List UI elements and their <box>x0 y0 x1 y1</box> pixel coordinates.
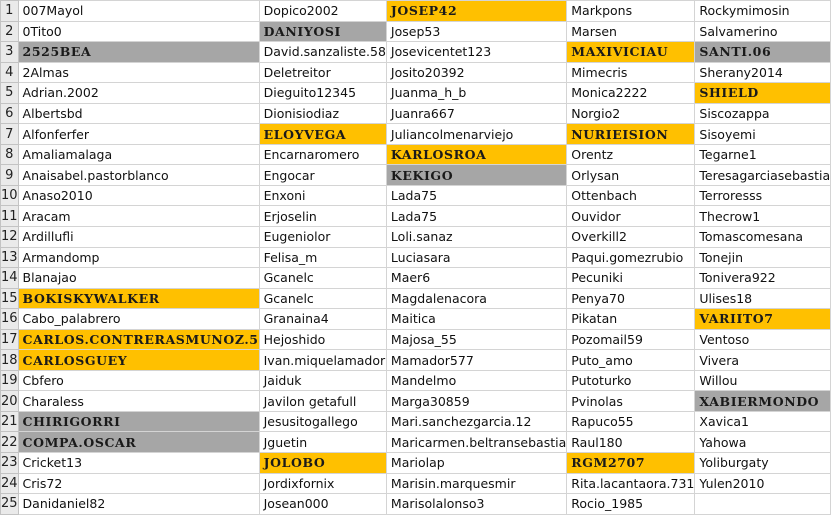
row-header[interactable]: 14 <box>1 268 19 289</box>
cell[interactable]: Javilon getafull <box>259 391 386 412</box>
table-row <box>1 329 831 350</box>
cell[interactable]: Aracam <box>18 206 259 227</box>
cell[interactable]: Pozomail59 <box>567 329 695 350</box>
cell[interactable]: ELOYVEGA <box>259 124 386 145</box>
cell[interactable]: Sherany2014 <box>695 62 831 83</box>
cell[interactable]: Juliancolmenarviejo <box>386 124 566 145</box>
cell[interactable]: RGM2707 <box>567 453 695 474</box>
cell[interactable]: Danidaniel82 <box>18 494 259 515</box>
table-row <box>1 350 831 371</box>
cell[interactable]: Engocar <box>259 165 386 186</box>
row-header[interactable]: 17 <box>1 329 19 350</box>
cell[interactable]: Markpons <box>567 1 695 22</box>
table-row <box>1 473 831 494</box>
cell[interactable]: Sisoyemi <box>695 124 831 145</box>
cell[interactable]: MAXIVICIAU <box>567 42 695 63</box>
cell[interactable]: KEKIGO <box>386 165 566 186</box>
table-row <box>1 83 831 104</box>
table-row <box>1 391 831 412</box>
cell[interactable]: JOLOBO <box>259 453 386 474</box>
row-header[interactable]: 23 <box>1 453 19 474</box>
cell[interactable]: Tegarne1 <box>695 144 831 165</box>
cell[interactable]: Marga30859 <box>386 391 566 412</box>
row-header[interactable]: 2 <box>1 21 19 42</box>
cell[interactable]: 007Mayol <box>18 1 259 22</box>
row-header[interactable]: 22 <box>1 432 19 453</box>
table-row <box>1 432 831 453</box>
table-row <box>1 103 831 124</box>
table-row <box>1 370 831 391</box>
cell[interactable]: Lada75 <box>386 185 566 206</box>
row-header[interactable]: 11 <box>1 206 19 227</box>
table-row <box>1 144 831 165</box>
cell[interactable]: Lada75 <box>386 206 566 227</box>
cell[interactable]: Rapuco55 <box>567 411 695 432</box>
cell[interactable]: Willou <box>695 370 831 391</box>
cell[interactable]: Pecuniki <box>567 268 695 289</box>
cell[interactable]: Tonivera922 <box>695 268 831 289</box>
row-header[interactable]: 10 <box>1 185 19 206</box>
cell[interactable]: XABIERMONDO <box>695 391 831 412</box>
cell[interactable]: Maer6 <box>386 268 566 289</box>
table-row <box>1 124 831 145</box>
cell[interactable]: Terroresss <box>695 185 831 206</box>
cell[interactable]: Armandomp <box>18 247 259 268</box>
cell[interactable]: Ardillufli <box>18 227 259 248</box>
cell[interactable]: Anaisabel.pastorblanco <box>18 165 259 186</box>
cell[interactable]: Majosa_55 <box>386 329 566 350</box>
cell[interactable]: Josito20392 <box>386 62 566 83</box>
row-header[interactable]: 9 <box>1 165 19 186</box>
cell[interactable]: Maricarmen.beltransebastia <box>386 432 566 453</box>
table-row <box>1 309 831 330</box>
cell[interactable]: Gcanelc <box>259 288 386 309</box>
row-header[interactable]: 12 <box>1 227 19 248</box>
cell[interactable]: Pvinolas <box>567 391 695 412</box>
cell[interactable]: Overkill2 <box>567 227 695 248</box>
row-header[interactable]: 15 <box>1 288 19 309</box>
cell[interactable]: Monica2222 <box>567 83 695 104</box>
cell[interactable]: Tomascomesana <box>695 227 831 248</box>
cell[interactable]: Puto_amo <box>567 350 695 371</box>
cell[interactable]: Maitica <box>386 309 566 330</box>
cell[interactable]: Anaso2010 <box>18 185 259 206</box>
cell[interactable]: Jguetin <box>259 432 386 453</box>
cell[interactable]: CARLOSGUEY <box>18 350 259 371</box>
cell[interactable]: Gcanelc <box>259 268 386 289</box>
cell[interactable]: Ventoso <box>695 329 831 350</box>
cell[interactable]: Ivan.miquelamador <box>259 350 386 371</box>
table-row <box>1 165 831 186</box>
cell[interactable]: Norgio2 <box>567 103 695 124</box>
cell[interactable]: Dopico2002 <box>259 1 386 22</box>
cell[interactable]: CARLOS.CONTRERASMUNOZ.5 <box>18 329 259 350</box>
cell[interactable]: 0Tito0 <box>18 21 259 42</box>
cell[interactable]: Marisolalonso3 <box>386 494 566 515</box>
cell[interactable] <box>695 494 831 515</box>
cell[interactable]: Vivera <box>695 350 831 371</box>
cell[interactable]: Cbfero <box>18 370 259 391</box>
row-header[interactable]: 7 <box>1 124 19 145</box>
cell[interactable]: Marsen <box>567 21 695 42</box>
cell[interactable]: 2525BEA <box>18 42 259 63</box>
cell[interactable]: Felisa_m <box>259 247 386 268</box>
cell[interactable]: Charaless <box>18 391 259 412</box>
row-header[interactable]: 13 <box>1 247 19 268</box>
cell[interactable]: Rita.lacantaora.731 <box>567 473 695 494</box>
cell[interactable]: Yahowa <box>695 432 831 453</box>
cell[interactable]: Jordixfornix <box>259 473 386 494</box>
cell[interactable]: Juanra667 <box>386 103 566 124</box>
row-header[interactable]: 24 <box>1 473 19 494</box>
cell[interactable]: David.sanzaliste.58 <box>259 42 386 63</box>
cell[interactable]: Orlysan <box>567 165 695 186</box>
cell[interactable]: Yulen2010 <box>695 473 831 494</box>
cell[interactable]: Erjoselin <box>259 206 386 227</box>
cell[interactable]: Raul180 <box>567 432 695 453</box>
cell[interactable]: Josevicentet123 <box>386 42 566 63</box>
cell[interactable]: DANIYOSI <box>259 21 386 42</box>
row-header[interactable]: 16 <box>1 309 19 330</box>
cell[interactable]: Deletreitor <box>259 62 386 83</box>
cell[interactable]: Mariolap <box>386 453 566 474</box>
cell[interactable]: Dionisiodiaz <box>259 103 386 124</box>
row-header[interactable]: 3 <box>1 42 19 63</box>
cell[interactable]: Juanma_h_b <box>386 83 566 104</box>
cell[interactable]: Orentz <box>567 144 695 165</box>
table-row <box>1 268 831 289</box>
cell[interactable]: Jaiduk <box>259 370 386 391</box>
row-header[interactable]: 19 <box>1 370 19 391</box>
cell[interactable]: Josean000 <box>259 494 386 515</box>
table-row <box>1 42 831 63</box>
cell[interactable]: Dieguito12345 <box>259 83 386 104</box>
grid-body <box>1 1 831 515</box>
table-row <box>1 185 831 206</box>
table-row <box>1 227 831 248</box>
cell[interactable]: Ottenbach <box>567 185 695 206</box>
cell[interactable]: Pikatan <box>567 309 695 330</box>
row-header[interactable]: 4 <box>1 62 19 83</box>
cell[interactable]: Albertsbd <box>18 103 259 124</box>
cell[interactable]: Loli.sanaz <box>386 227 566 248</box>
cell[interactable]: Hejoshido <box>259 329 386 350</box>
cell[interactable]: Cricket13 <box>18 453 259 474</box>
cell[interactable]: Luciasara <box>386 247 566 268</box>
cell[interactable]: Jesusitogallego <box>259 411 386 432</box>
cell[interactable]: SANTI.06 <box>695 42 831 63</box>
cell[interactable]: Adrian.2002 <box>18 83 259 104</box>
row-header[interactable]: 5 <box>1 83 19 104</box>
table-row <box>1 62 831 83</box>
cell[interactable]: Magdalenacora <box>386 288 566 309</box>
cell[interactable]: Penya70 <box>567 288 695 309</box>
cell[interactable]: Rocio_1985 <box>567 494 695 515</box>
cell[interactable]: JOSEP42 <box>386 1 566 22</box>
cell[interactable]: Tonejin <box>695 247 831 268</box>
cell[interactable]: Amaliamalaga <box>18 144 259 165</box>
cell[interactable]: Xavica1 <box>695 411 831 432</box>
table-row <box>1 21 831 42</box>
cell[interactable]: 2Almas <box>18 62 259 83</box>
cell[interactable]: COMPA.OSCAR <box>18 432 259 453</box>
row-header[interactable]: 25 <box>1 494 19 515</box>
cell[interactable]: Mamador577 <box>386 350 566 371</box>
cell[interactable]: Siscozappa <box>695 103 831 124</box>
cell[interactable]: Encarnaromero <box>259 144 386 165</box>
table-row <box>1 288 831 309</box>
cell[interactable]: Mandelmo <box>386 370 566 391</box>
cell[interactable]: KARLOSROA <box>386 144 566 165</box>
cell[interactable]: Alfonferfer <box>18 124 259 145</box>
cell[interactable]: BOKISKYWALKER <box>18 288 259 309</box>
cell[interactable]: Mimecris <box>567 62 695 83</box>
cell[interactable]: VARIITO7 <box>695 309 831 330</box>
row-header[interactable]: 18 <box>1 350 19 371</box>
cell[interactable]: CHIRIGORRI <box>18 411 259 432</box>
cell[interactable]: Cris72 <box>18 473 259 494</box>
cell[interactable]: Granaina4 <box>259 309 386 330</box>
table-row <box>1 411 831 432</box>
cell[interactable]: Yoliburgaty <box>695 453 831 474</box>
cell[interactable]: Marisin.marquesmir <box>386 473 566 494</box>
cell[interactable]: Ulises18 <box>695 288 831 309</box>
table-row <box>1 206 831 227</box>
cell[interactable]: Enxoni <box>259 185 386 206</box>
row-header[interactable]: 21 <box>1 411 19 432</box>
cell[interactable]: Rockymimosin <box>695 1 831 22</box>
cell[interactable]: Josep53 <box>386 21 566 42</box>
cell[interactable]: Salvamerino <box>695 21 831 42</box>
cell[interactable]: Thecrow1 <box>695 206 831 227</box>
row-header[interactable]: 20 <box>1 391 19 412</box>
cell[interactable]: Putoturko <box>567 370 695 391</box>
cell[interactable]: SHIELD <box>695 83 831 104</box>
cell[interactable]: Blanajao <box>18 268 259 289</box>
cell[interactable]: Teresagarciasebastia <box>695 165 831 186</box>
table-row <box>1 247 831 268</box>
table-row <box>1 494 831 515</box>
cell[interactable]: Mari.sanchezgarcia.12 <box>386 411 566 432</box>
cell[interactable]: Cabo_palabrero <box>18 309 259 330</box>
row-header[interactable]: 8 <box>1 144 19 165</box>
cell[interactable]: Ouvidor <box>567 206 695 227</box>
row-header[interactable]: 1 <box>1 1 19 22</box>
cell[interactable]: Eugeniolor <box>259 227 386 248</box>
cell[interactable]: NURIEISION <box>567 124 695 145</box>
cell[interactable]: Paqui.gomezrubio <box>567 247 695 268</box>
row-header[interactable]: 6 <box>1 103 19 124</box>
table-row <box>1 1 831 22</box>
table-row <box>1 453 831 474</box>
